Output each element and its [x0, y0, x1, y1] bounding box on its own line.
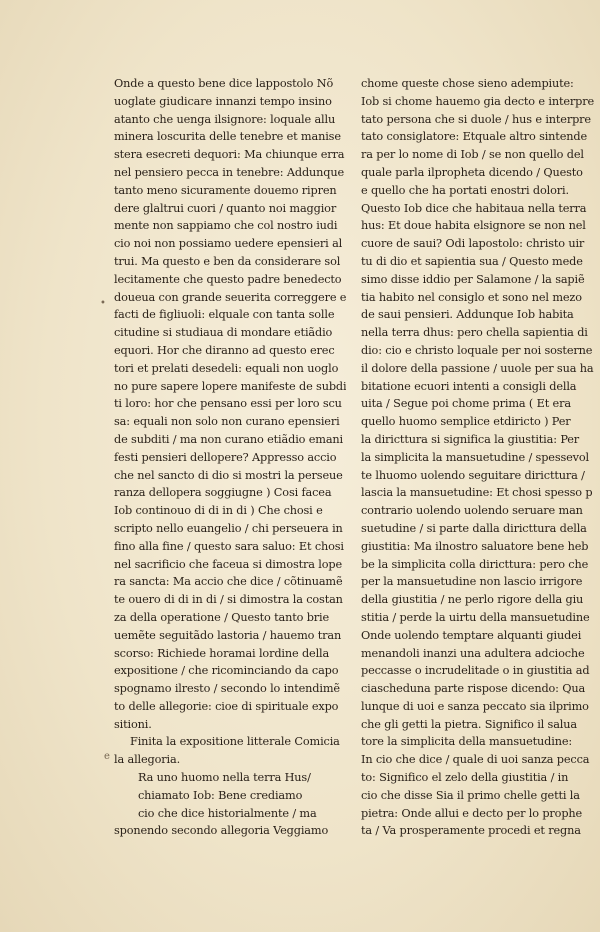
text-line: sitioni. — [114, 717, 152, 731]
text-line: ra per lo nome di Iob / se non quello del — [361, 148, 584, 162]
text-line: lascia la mansuetudine: Et chosi spesso p — [361, 486, 593, 500]
text-line: la allegoria. — [114, 753, 181, 767]
text-line: quello huomo semplice etdiricto ) Per — [361, 415, 571, 429]
text-line: festi pensieri dellopere? Appresso accio — [114, 450, 337, 464]
left-text-column — [114, 75, 346, 840]
text-line: il dolore della passione / uuole per sua ha — [361, 361, 594, 375]
text-line: tu di dio et sapientia sua / Questo mede — [361, 254, 583, 268]
text-line: ti loro: hor che pensano essi per loro scu — [114, 397, 342, 411]
text-line: la diricttura si significa la giustitia: Per — [361, 432, 580, 446]
margin-mark: • — [100, 298, 106, 309]
text-line: expositione / che ricominciando da capo — [114, 664, 339, 678]
text-line: ciascheduna parte rispose dicendo: Qua — [361, 682, 586, 696]
text-line: Finita la expositione litterale Comicia — [130, 735, 340, 749]
text-line: no pure sapere lopere manifeste de subdi — [114, 379, 346, 393]
text-line: sponendo secondo allegoria Veggiamo — [114, 824, 329, 838]
text-line: menandoli inanzi una adultera adcioche — [361, 646, 585, 660]
text-line: hus: Et doue habita elsignore se non nel — [361, 219, 586, 233]
text-line: te ouero di di in di / si dimostra la costan — [114, 593, 343, 607]
text-line: tato consiglatore: Etquale altro sintende — [361, 130, 587, 144]
text-line: tia habito nel consiglo et sono nel mezo — [361, 290, 582, 304]
text-line: te lhuomo uolendo seguitare diricttura / — [361, 468, 585, 482]
text-line: to: Significo el zelo della giustitia / in — [361, 771, 569, 785]
text-line: dio: cio e christo loquale per noi sosterne — [361, 343, 593, 357]
text-line: sa: equali non solo non curano epensieri — [114, 415, 340, 429]
text-line: equori. Hor che diranno ad questo erec — [114, 343, 335, 357]
text-line: che nel sancto di dio si mostri la perseue — [114, 468, 343, 482]
text-line: be la simplicita colla diricttura: pero che — [361, 557, 589, 571]
text-line: atanto che uenga ilsignore: loquale allu — [114, 112, 336, 126]
text-line: chiamato Iob: Bene crediamo — [138, 788, 303, 802]
text-line: stitia / perde la uirtu della mansuetudine — [361, 610, 590, 624]
right-text-column — [361, 75, 599, 840]
text-line: stera esecreti dequori: Ma chiunque erra — [114, 148, 345, 162]
text-line: cio noi non possiamo uedere epensieri al — [114, 237, 343, 251]
text-line: Onde uolendo temptare alquanti giudei — [361, 628, 582, 642]
text-line: Iob si chome hauemo gia decto e interpre — [361, 94, 595, 108]
text-line: to delle allegorie: cioe di spirituale expo — [114, 699, 339, 713]
margin-mark: e — [104, 751, 110, 762]
text-line: nel sacrificio che faceua si dimostra lope — [114, 557, 343, 571]
text-line: de subditi / ma non curano etiãdio emani — [114, 432, 344, 446]
text-line: spognamo ilresto / secondo lo intendimẽ — [114, 682, 340, 696]
text-line: suetudine / si parte dalla diricttura della — [361, 521, 587, 535]
text-line: Iob continouo di di in di ) Che chosi e — [114, 504, 323, 518]
text-line: giustitia: Ma ilnostro saluatore bene heb — [361, 539, 589, 553]
text-line: nella terra dhus: pero chella sapientia di — [361, 326, 588, 340]
text-line: scripto nello euangelio / chi perseuera in — [114, 521, 343, 535]
text-line: fino alla fine / questo sara saluo: Et chosi — [114, 539, 344, 553]
text-line: ranza dellopera soggiugne ) Cosi facea — [114, 486, 332, 500]
text-line: minera loscurita delle tenebre et manise — [114, 130, 341, 144]
text-line: uoglate giudicare innanzi tempo insino — [114, 94, 332, 108]
text-line: peccasse o incrudelitade o in giustitia ad — [361, 664, 590, 678]
text-line: chome queste chose sieno adempiute: — [361, 77, 574, 90]
text-line: doueua con grande seuerita correggere e — [114, 290, 346, 304]
text-line: lunque di uoi e sanza peccato sia ilprimo — [361, 699, 589, 713]
text-line: simo disse iddio per Salamone / la sapiẽ — [361, 272, 585, 286]
text-line: za della operatione / Questo tanto brie — [114, 610, 330, 624]
text-line: In cio che dice / quale di uoi sanza pecca — [361, 753, 590, 767]
text-line: bitatione ecuori intenti a consigli della — [361, 379, 577, 393]
text-line: cuore de saui? Odi lapostolo: christo uir — [361, 237, 585, 251]
text-line: tori et prelati desedeli: equali non uoglo — [114, 361, 339, 375]
text-line: facti de figliuoli: elquale con tanta solle — [114, 308, 335, 322]
text-line: ra sancta: Ma accio che dice / cõtinuamẽ — [114, 575, 343, 589]
text-line: cio che dice historialmente / ma — [138, 806, 317, 820]
text-line: lecitamente che questo padre benedecto — [114, 272, 342, 286]
text-line: contrario uolendo uolendo seruare man — [361, 504, 583, 518]
text-line: pietra: Onde allui e decto per lo prophe — [361, 806, 583, 820]
text-line: cio che disse Sia il primo chelle getti la — [361, 788, 580, 802]
text-line: Onde a questo bene dice lappostolo Nõ — [114, 77, 334, 90]
text-line: tato persona che si duole / hus e interpre — [361, 112, 591, 126]
text-line: ta / Va prosperamente procedi et regna — [361, 824, 581, 838]
text-line: della giustitia / ne perlo rigore della giu — [361, 593, 584, 607]
text-line: Questo Iob dice che habitaua nella terra — [361, 201, 587, 215]
text-line: scorso: Richiede horamai lordine della — [114, 646, 330, 660]
text-line: tore la simplicita della mansuetudine: — [361, 735, 573, 749]
text-line: uemẽte seguitãdo lastoria / hauemo tran — [114, 628, 342, 642]
text-line: nel pensiero pecca in tenebre: Addunque — [114, 165, 345, 179]
text-line: trui. Ma questo e ben da considerare sol — [114, 254, 341, 268]
text-line: e quello che ha portati enostri dolori. — [361, 183, 569, 197]
text-line: quale parla ilpropheta dicendo / Questo — [361, 165, 583, 179]
text-line: dere glaltrui cuori / quanto noi maggior — [114, 201, 337, 215]
text-line: per la mansuetudine non lascio irrigore — [361, 575, 583, 589]
text-line: Ra uno huomo nella terra Hus/ — [138, 771, 311, 785]
text-line: de saui pensieri. Addunque Iob habita — [361, 308, 574, 322]
text-line: la simplicita la mansuetudine / spessevol — [361, 450, 589, 464]
text-line: uita / Segue poi chome prima ( Et era — [361, 397, 571, 411]
text-line: citudine si studiaua di mondare etiãdio — [114, 326, 333, 340]
text-line: tanto meno sicuramente douemo ripren — [114, 183, 337, 197]
text-line: che gli getti la pietra. Significo il salua — [361, 717, 577, 731]
text-line: mente non sappiamo che col nostro iudi — [114, 219, 338, 233]
